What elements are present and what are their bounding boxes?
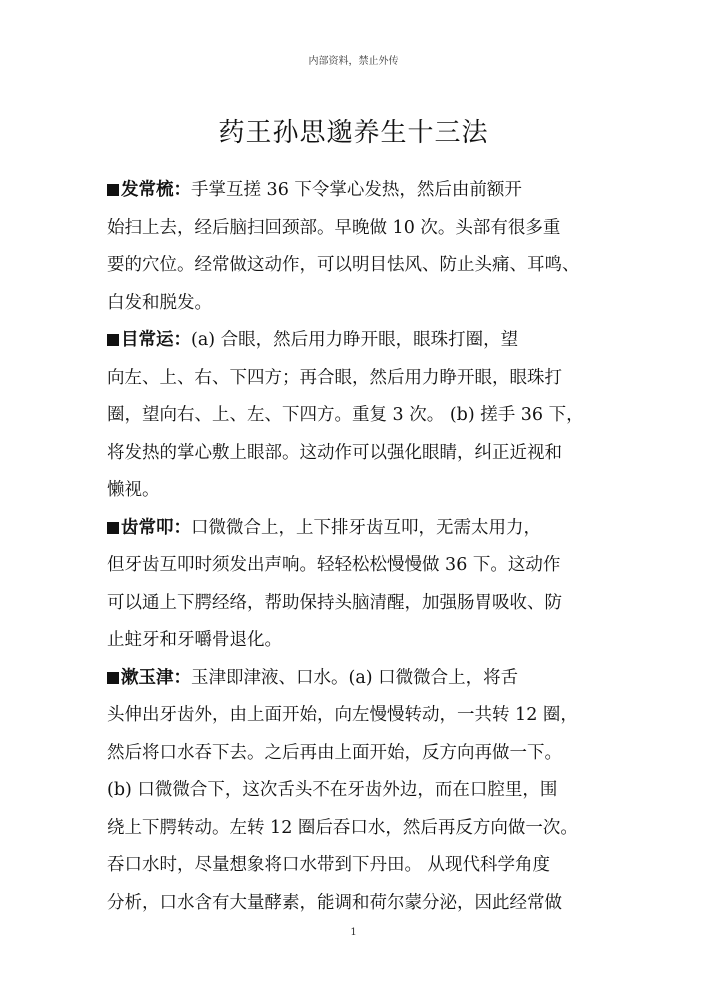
paragraph-line: 吞口水时，尽量想象将口水带到下丹田。 从现代科学角度 <box>107 855 551 875</box>
paragraph-line: 头伸出牙齿外，由上面开始，向左慢慢转动，一共转 12 圈， <box>107 705 578 725</box>
paragraph-line: 将发热的掌心敷上眼部。这动作可以强化眼睛，纠正近视和 <box>107 442 562 463</box>
paragraph-line: 绕上下腭转动。左转 12 圈后吞口水，然后再反方向做一次。 <box>107 817 578 838</box>
paragraph-line: 止蛀牙和牙嚼骨退化。 <box>107 630 282 650</box>
square-bullet-icon <box>107 672 119 684</box>
paragraph-line: 白发和脱发。 <box>107 292 212 313</box>
paragraph-line: 向左、上、右、下四方；再合眼，然后用力睁开眼，眼珠打 <box>107 367 562 388</box>
paragraph-text: 口微微合上，上下排牙齿互叩，无需太用力， <box>191 517 541 538</box>
paragraph-line: 要的穴位。经常做这动作，可以明目怯风、防止头痛、耳鸣、 <box>107 255 580 275</box>
square-bullet-icon <box>107 184 119 196</box>
paragraph-text: (a) 合眼，然后用力睁开眼，眼珠打圈，望 <box>191 330 519 350</box>
paragraph-line: 但牙齿互叩时须发出声响。轻轻松松慢慢做 36 下。这动作 <box>107 555 561 575</box>
paragraph-line: 懒视。 <box>107 480 160 500</box>
section-heading: 目常运： <box>121 330 191 350</box>
paragraph-line: 分析，口水含有大量酵素，能调和荷尔蒙分泌，因此经常做 <box>107 892 562 913</box>
paragraph-line <box>107 172 607 210</box>
section-heading: 漱玉津： <box>121 667 191 688</box>
paragraph-line: 可以通上下腭经络，帮助保持头脑清醒，加强肠胃吸收、防 <box>107 592 562 613</box>
paragraph-line: (b) 口微微合下，这次舌头不在牙齿外边，而在口腔里，围 <box>107 780 558 800</box>
page-number: 1 <box>350 927 357 938</box>
section-heading: 齿常叩： <box>121 517 191 538</box>
paragraph-line <box>107 660 607 698</box>
document-body <box>107 172 607 922</box>
document-title: 药王孙思邈养生十三法 <box>218 118 489 148</box>
paragraph-text: 玉津即津液、口水。(a) 口微微合上，将舌 <box>191 667 519 688</box>
paragraph-line <box>107 510 607 548</box>
paragraph-line: 始扫上去，经后脑扫回颈部。早晚做 10 次。头部有很多重 <box>107 217 561 238</box>
paragraph-line <box>107 322 607 360</box>
paragraph-line: 圈，望向右、上、左、下四方。重复 3 次。 (b) 搓手 36 下， <box>107 405 584 425</box>
page-header: 内部资料，禁止外传 <box>308 56 399 67</box>
square-bullet-icon <box>107 334 119 346</box>
section-heading: 发常梳： <box>121 180 191 200</box>
paragraph-text: 手掌互搓 36 下令掌心发热，然后由前额开 <box>191 180 522 200</box>
square-bullet-icon <box>107 522 119 534</box>
paragraph-line: 然后将口水吞下去。之后再由上面开始，反方向再做一下。 <box>107 742 562 763</box>
